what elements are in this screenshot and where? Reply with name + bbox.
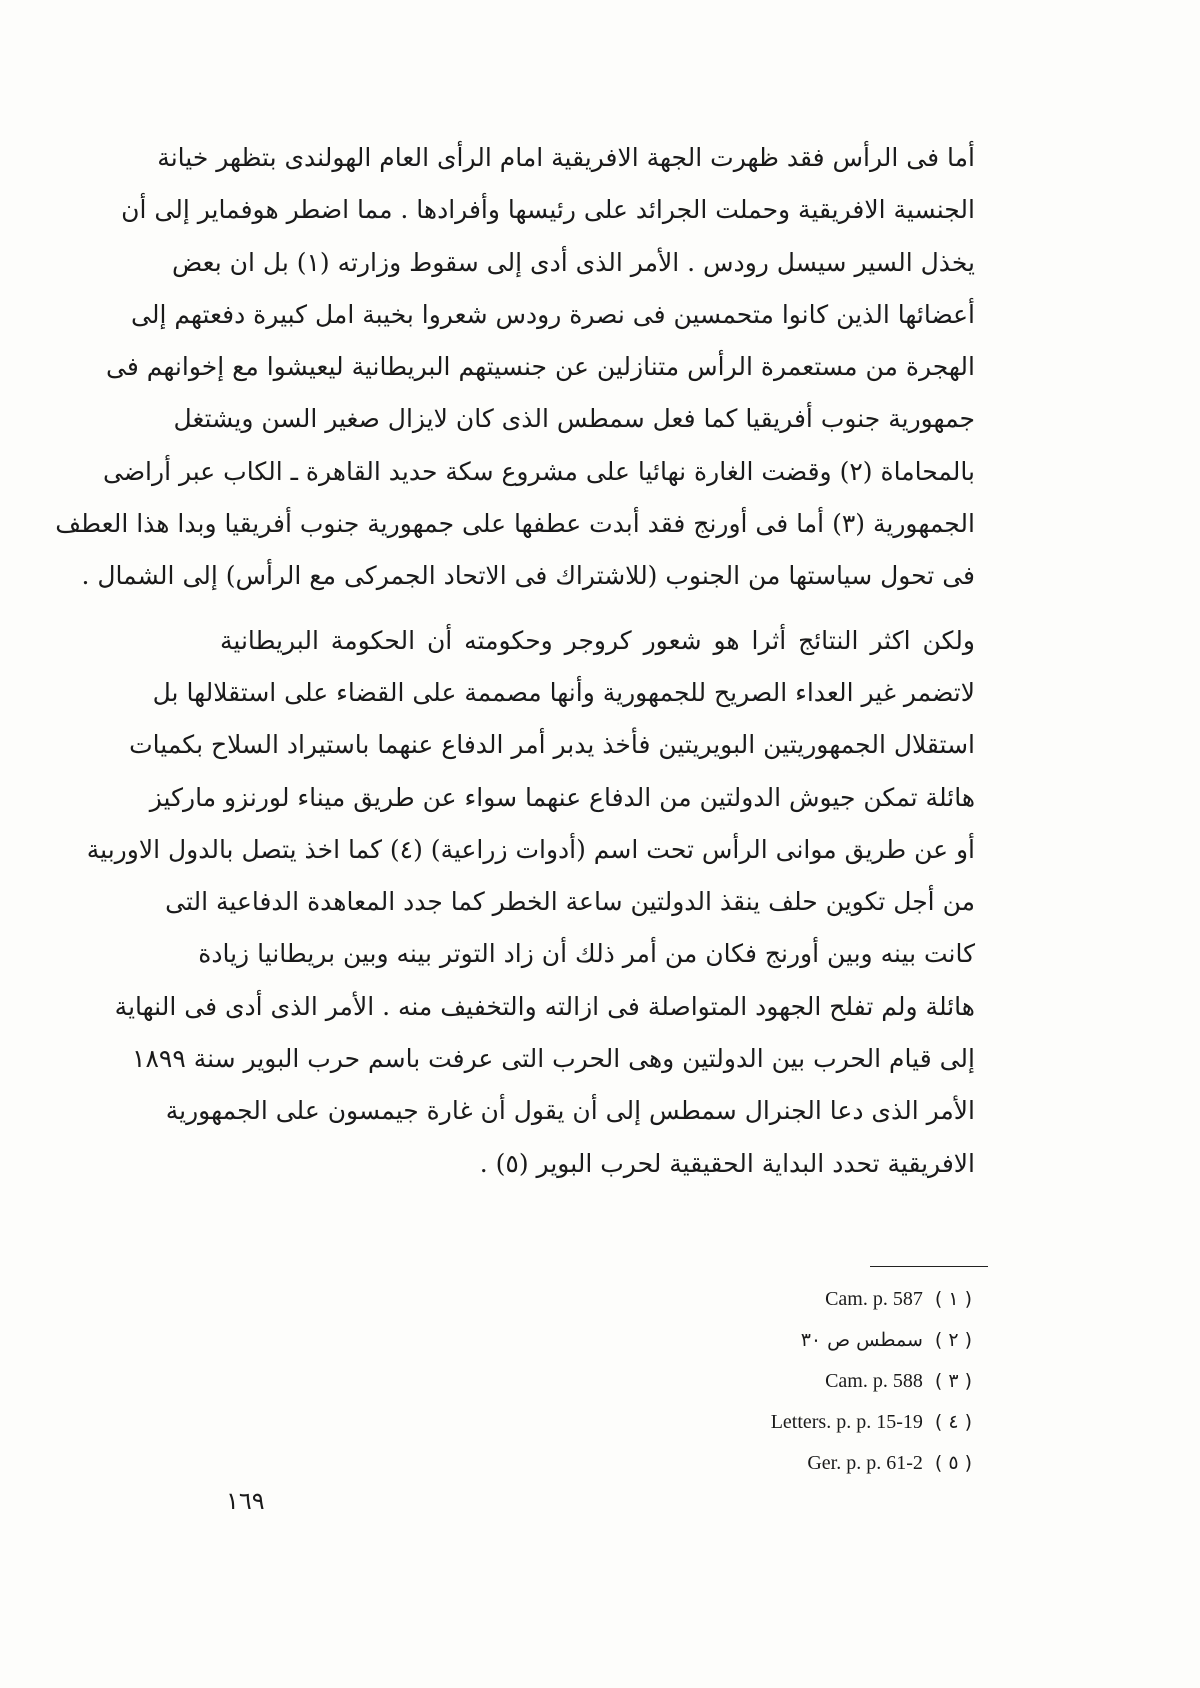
- footnote-2: [600, 1320, 972, 1361]
- footnote-ref: Ger. p. p. 61-2: [807, 1452, 923, 1474]
- text-line: هائلة تمكن جيوش الدولتين من الدفاع عنهما سواء عن طريق ميناء لورنزو ماركيز: [149, 782, 975, 812]
- footnote-5: [600, 1443, 972, 1484]
- paragraph-2: [86, 615, 975, 1190]
- footnote-mark: ( ٣ ): [934, 1370, 972, 1392]
- text-line: الجمهورية (٣) أما فى أورنج فقد أبدت عطفها على جمهورية جنوب أفريقيا وبدا هذا العطف: [55, 509, 975, 539]
- footnote-mark: ( ٥ ): [934, 1452, 972, 1474]
- footnote-ref: سمطس ص ٣٠: [800, 1329, 923, 1351]
- text-line: ولكن اكثر النتائج أثرا هو شعور كروجر وحكومته أن الحكومة البريطانية: [220, 625, 975, 655]
- text-line: جمهورية جنوب أفريقيا كما فعل سمطس الذى كان لايزال صغير السن ويشتغل: [173, 404, 975, 434]
- text-line: فى تحول سياستها من الجنوب (للاشتراك فى الاتحاد الجمركى مع الرأس) إلى الشمال .: [81, 561, 975, 591]
- text-line: أما فى الرأس فقد ظهرت الجهة الافريقية امام الرأى العام الهولندى بتظهر خيانة: [157, 143, 975, 172]
- body-text: [55, 132, 975, 1190]
- footnote-mark: ( ٢ ): [934, 1329, 972, 1351]
- footnote-1: [600, 1279, 972, 1320]
- paragraph-1: [55, 132, 975, 603]
- text-line: الأمر الذى دعا الجنرال سمطس إلى أن يقول أن غارة جيمسون على الجمهورية: [165, 1096, 975, 1126]
- footnote-ref: Cam. p. 588: [825, 1370, 923, 1392]
- text-line: استقلال الجمهوريتين البويريتين فأخذ يدبر أمر الدفاع عنهما باستيراد السلاح بكميات: [129, 730, 975, 760]
- text-line: الجنسية الافريقية وحملت الجرائد على رئيسها وأفرادها . مما اضطر هوفماير إلى أن: [121, 195, 975, 225]
- text-line: كانت بينه وبين أورنج فكان من أمر ذلك أن زاد التوتر بينه وبين بريطانيا زيادة: [198, 939, 975, 969]
- text-line: إلى قيام الحرب بين الدولتين وهى الحرب التى عرفت باسم حرب البوير سنة ١٨٩٩: [132, 1044, 975, 1074]
- text-line: الافريقية تحدد البداية الحقيقية لحرب البوير (٥) .: [479, 1148, 975, 1178]
- text-line: يخذل السير سيسل رودس . الأمر الذى أدى إلى سقوط وزارته (١) بل ان بعض: [172, 247, 975, 277]
- footnote-3: [600, 1361, 972, 1402]
- footnote-ref: Letters. p. p. 15-19: [770, 1411, 923, 1433]
- footnotes: [600, 1279, 972, 1484]
- text-line: لاتضمر غير العداء الصريح للجمهورية وأنها مصممة على القضاء على استقلالها بل: [152, 677, 975, 707]
- page-number: ١٦٩: [226, 1487, 265, 1515]
- footnote-mark: ( ٤ ): [934, 1411, 972, 1433]
- text-line: بالمحاماة (٢) وقضت الغارة نهائيا على مشروع سكة حديد القاهرة ـ الكاب عبر أراضى: [102, 456, 975, 486]
- text-line: هائلة ولم تفلح الجهود المتواصلة فى ازالته والتخفيف منه . الأمر الذى أدى فى النهاية: [114, 991, 975, 1021]
- footnote-mark: ( ١ ): [934, 1288, 972, 1310]
- text-line: أعضائها الذين كانوا متحمسين فى نصرة رودس شعروا بخيبة امل كبيرة دفعتهم إلى: [131, 299, 975, 329]
- footnote-divider: [870, 1266, 988, 1267]
- text-line: الهجرة من مستعمرة الرأس متنازلين عن جنسيتهم البريطانية ليعيشوا مع إخوانهم فى: [106, 352, 975, 382]
- footnote-ref: Cam. p. 587: [825, 1288, 923, 1310]
- footnote-4: [600, 1402, 972, 1443]
- text-line: من أجل تكوين حلف ينقذ الدولتين ساعة الخطر كما جدد المعاهدة الدفاعية التى: [165, 887, 975, 917]
- text-line: أو عن طريق موانى الرأس تحت اسم (أدوات زراعية) (٤) كما اخذ يتصل بالدول الاوربية: [86, 834, 975, 864]
